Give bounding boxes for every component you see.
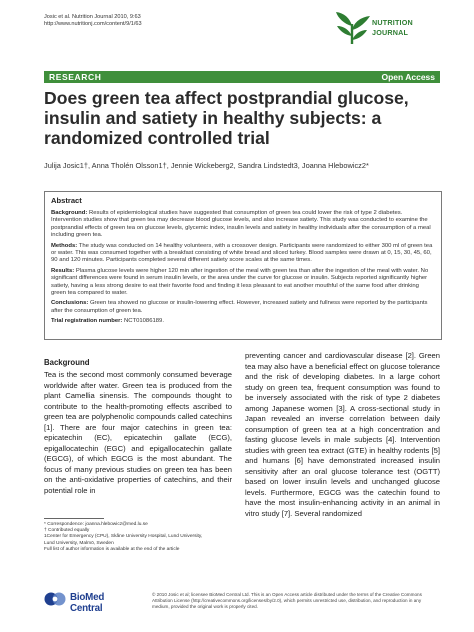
footnote-divider — [44, 518, 104, 519]
citation-line: Josic et al. Nutrition Journal 2010, 9:63 — [44, 14, 141, 20]
abstract-results-text: Plasma glucose levels were higher 120 min after ingestion of the meal with green tea than after the ingestion of the meal with water. No significant differences were found in serum insulin levels, or the area under the curve for glucose or insulin. Subjects reported significantly higher satiety, having a less strong desire to eat their favorite food and finding it less pleasant to eat another mouthful of the same food after drinking green tea compared to water. — [51, 267, 429, 297]
abstract-body — [51, 210, 433, 329]
abstract-trial-registration — [51, 318, 433, 325]
footnotes — [44, 522, 234, 553]
abstract-background — [51, 210, 433, 240]
open-access-label: Open Access — [381, 72, 435, 82]
abstract-conclusions-text: Green tea showed no glucose or insulin-lowering effect. However, increased satiety and fullness were reported by the participants after the consumption of green tea. — [51, 300, 428, 314]
leaf-plant-icon — [330, 10, 374, 46]
nutrition-journal-logo — [330, 10, 434, 60]
affiliation-note: 1Center for Emergency (CPU), Skåne University Hospital, Lund University, — [44, 534, 203, 540]
article-type-band — [44, 71, 440, 83]
background-heading: Background — [44, 358, 90, 367]
author-info-note: Full list of author information is available at the end of the article — [44, 546, 180, 552]
logo-word-nutrition: NUTRITION — [372, 18, 413, 27]
logo-word-journal: JOURNAL — [372, 28, 409, 37]
body-paragraph: preventing cancer and cardiovascular disease [2]. Green tea may also have a beneficial effect on glucose tolerance and the risk of developing diabetes. In a large cohort study on green tea, frequent consumption was found to be inversely associated with the risk of type 2 diabetes among Japanese women [3]. A cross-sectional study in Japan revealed an inverse correlation between daily consumption of green tea at a high concentration and fasting glucose levels in male subjects [4]. Intervention studies with green tea extract (GTE) in healthy rodents [5] and humans [6] have demonstrated increased insulin sensitivity after an oral glucose tolerance test (OGTT) based on lower insulin levels and unchanged glucose levels. Furthermore, EGCG was the catechin found to have the most insulin-enhancing activity in an animal in vitro study [7]. Several randomized — [245, 351, 440, 518]
abstract-methods-label: Methods: — [51, 242, 78, 249]
body-paragraph: Tea is the second most commonly consumed beverage worldwide after water. Green tea is produced from the plant Camellia sinensis. The compounds thought to contribute to the health-promoting effects ascribed to green tea are polyphenolic compounds called catechins [1]. There are four major catechins in green tea: epicatechin (EC), epicatechin gallate (ECG), epigallocatechin (EGC) and epigallocatechin gallate (EGCG), of which EGCG is the most abundant. The focus of many previous studies on green tea has been on the anti-oxidative properties of catechins, and their potential role in — [44, 370, 232, 495]
article-title: Does green tea affect postprandial glucose, insulin and satiety in healthy subjects: a randomized controlled trial — [44, 88, 409, 148]
trial-registration-label: Trial registration number: — [51, 318, 123, 325]
bmc-mark-icon — [44, 590, 66, 608]
author-list: Julija Josic1†, Anna Tholén Olsson1†, Jennie Wickeberg2, Sandra Lindstedt3, Joanna Hlebowicz2* — [44, 161, 369, 170]
publisher-name: BioMed Central — [70, 592, 105, 614]
biomed-central-logo — [44, 590, 134, 614]
article-type-label: RESEARCH — [49, 72, 102, 82]
abstract-results-label: Results: — [51, 267, 75, 274]
body-column-left — [44, 370, 232, 496]
journal-citation — [44, 14, 142, 29]
trial-registration-number: NCT01086189. — [124, 318, 164, 325]
article-url[interactable]: http://www.nutritionj.com/content/9/1/63 — [44, 21, 142, 28]
abstract-heading: Abstract — [51, 196, 82, 205]
body-column-right — [245, 351, 440, 519]
abstract-conclusions — [51, 300, 433, 315]
abstract-conclusions-label: Conclusions: — [51, 300, 89, 307]
license-text: © 2010 Josic et al; licensee BioMed Central Ltd. This is an Open Access article distributed under the terms of the Creative Commons Attribution License (http://creativecommons.org/licenses/by/2.0), which permits unrestricted use, distribution, and reproduction in any medium, provided the original work is properly cited. — [152, 592, 422, 609]
abstract-background-text: Results of epidemiological studies have suggested that consumption of green tea could lower the risk of type 2 diabetes. Intervention studies show that green tea may decrease blood glucose levels, and also increase satiety. This study was conducted to examine the postprandial effects of green tea on glucose levels, glycemic index, insulin levels and satiety in healthy individuals after the consumption of a meal including green tea. — [51, 210, 431, 239]
affiliation-note-cont: Lund University, Malmö, Sweden — [44, 540, 114, 546]
abstract-methods-text: The study was conducted on 14 healthy volunteers, with a crossover design. Participants were randomized to either 300 ml of green tea or water. This was consumed together with a breakfast consisting of white bread and sliced turkey. Blood samples were drawn at 0, 15, 30, 45, 60, 90 and 120 minutes. Participants completed several different satiety score scales at the same times. — [51, 242, 433, 264]
abstract-results — [51, 268, 433, 298]
correspondence-note: * Correspondence: joanna.hlebowicz@med.lu.se — [44, 522, 148, 527]
abstract-background-label: Background: — [51, 210, 88, 216]
equal-contribution-note: † Contributed equally — [44, 528, 90, 534]
abstract-methods — [51, 243, 433, 265]
